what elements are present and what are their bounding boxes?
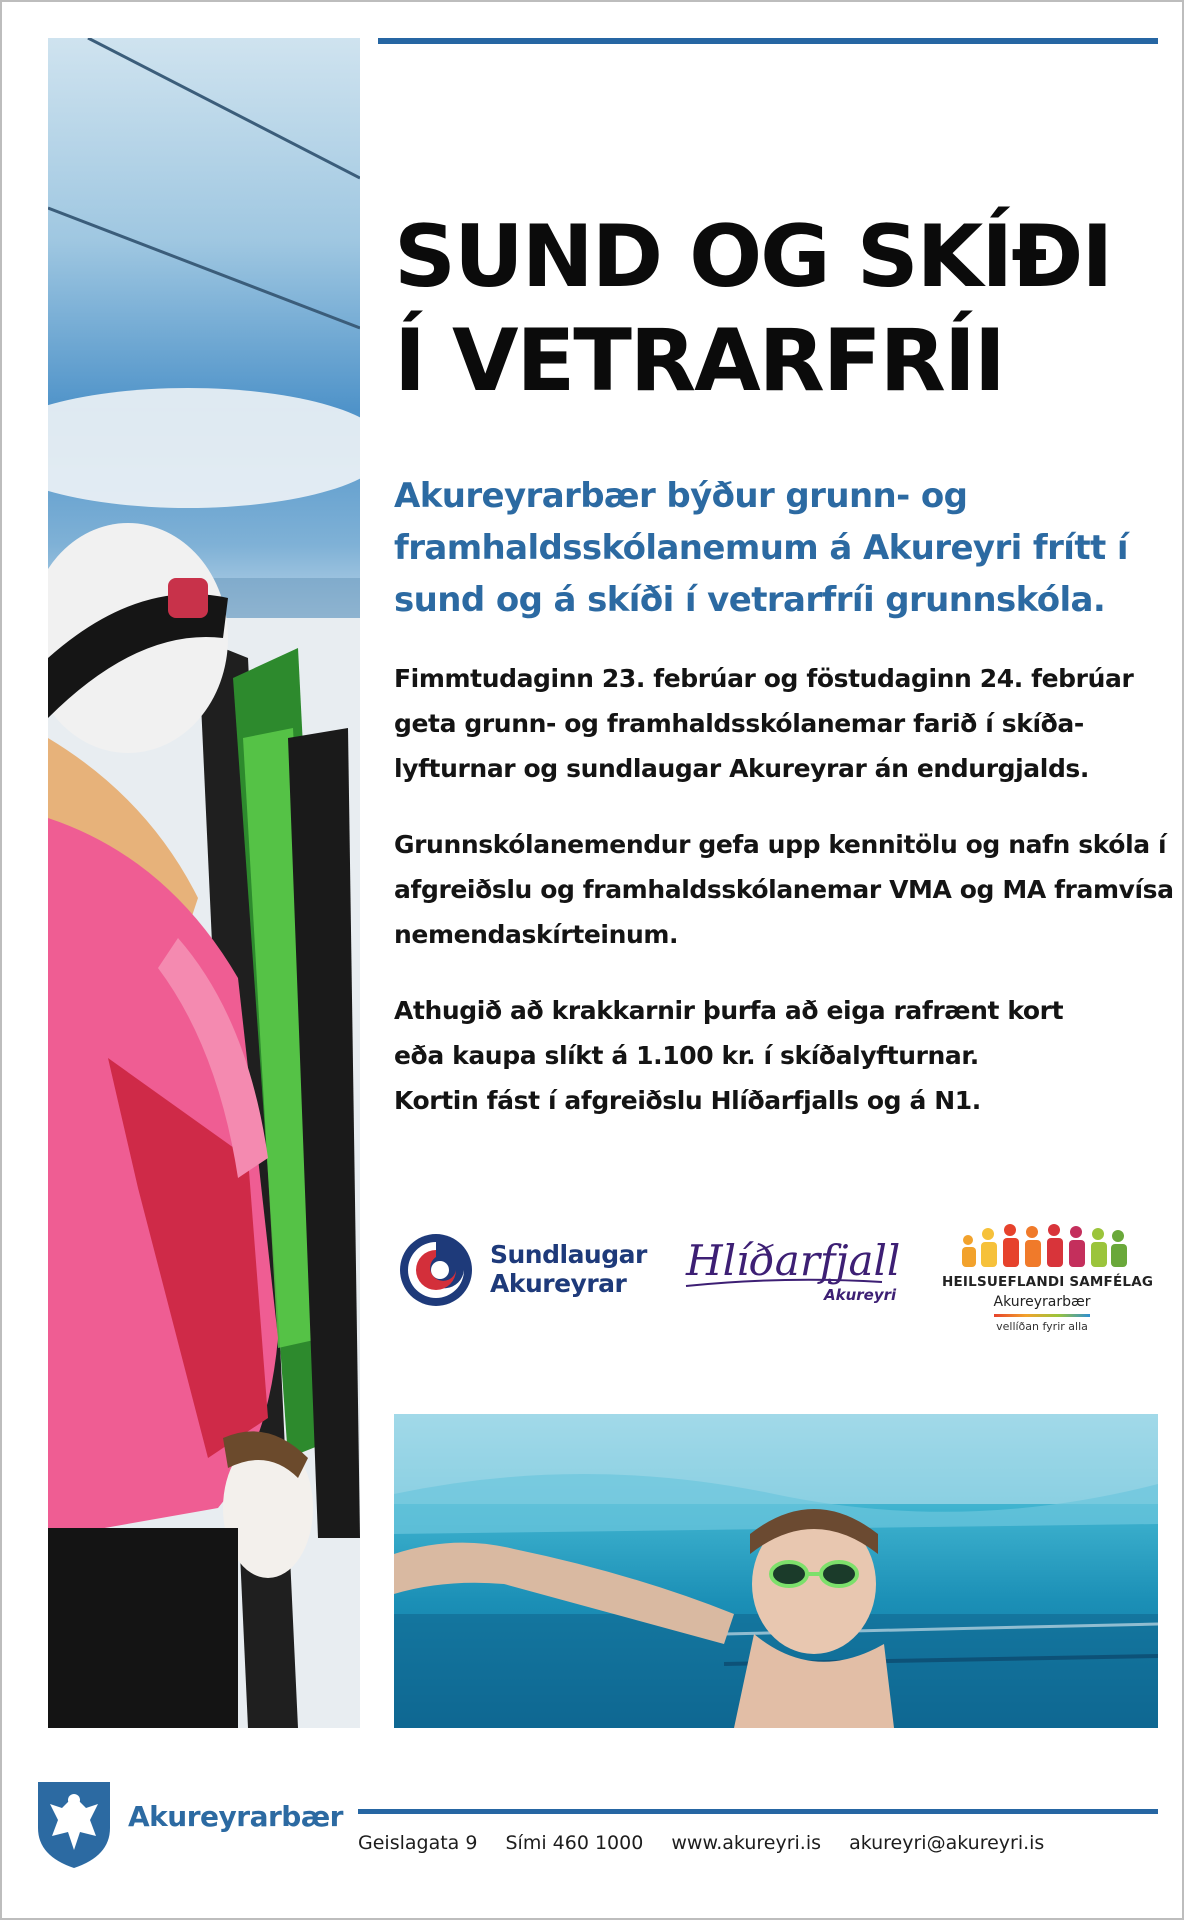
paragraph-line: Kortin fást í afgreiðslu Hlíðarfjalls og á N1.	[394, 1086, 981, 1115]
swimmer-photo	[394, 1414, 1158, 1728]
sundlaugar-line1: Sundlaugar	[490, 1240, 647, 1269]
lead-line: sund og á skíði í vetrarfríi grunnskóla.	[394, 580, 1106, 620]
top-rule	[378, 38, 1158, 44]
bottom-rule	[358, 1809, 1158, 1814]
paragraph-line: Grunnskólanemendur gefa upp kennitölu og nafn skóla í	[394, 830, 1167, 859]
headline-line2: Í VETRARFRÍI	[394, 311, 1004, 411]
paragraph-line: afgreiðslu og framhaldsskólanemar VMA og MA framvísa	[394, 875, 1174, 904]
paragraph-line: eða kaupa slíkt á 1.100 kr. í skíðalyfturnar.	[394, 1041, 979, 1070]
lead-line: framhaldsskólanemum á Akureyri frítt í	[394, 528, 1128, 568]
lead-text	[394, 470, 1164, 626]
footer-web-link[interactable]: www.akureyri.is	[671, 1832, 822, 1854]
heilsueflandi-tagline: vellíðan fyrir alla	[996, 1320, 1088, 1333]
footer-phone: Sími 460 1000	[505, 1832, 644, 1854]
headline-line1: SUND OG SKÍÐI	[394, 207, 1112, 307]
hlidarfjall-logo	[684, 1224, 901, 1314]
heilsueflandi-rainbow-line	[994, 1314, 1090, 1317]
paragraph-line: Fimmtudaginn 23. febrúar og föstudaginn 24. febrúar	[394, 664, 1134, 693]
paragraph-line: lyfturnar og sundlaugar Akureyrar án endurgjalds.	[394, 754, 1090, 783]
paragraph-line: geta grunn- og framhaldsskólanemar farið í skíða-	[394, 709, 1084, 738]
footer-brand: Akureyrarbær	[128, 1800, 343, 1833]
heilsueflandi-org: Akureyrarbær	[993, 1294, 1091, 1310]
lead-line: Akureyrarbær býður grunn- og	[394, 476, 968, 516]
footer-email-link[interactable]: akureyri@akureyri.is	[849, 1832, 1045, 1854]
footer-contact	[358, 1832, 1158, 1854]
paragraph-line: Athugið að krakkarnir þurfa að eiga rafrænt kort	[394, 996, 1064, 1025]
sundlaugar-line2: Akureyrar	[490, 1269, 627, 1298]
paragraph-identification	[394, 822, 1174, 957]
hlidarfjall-sub: Akureyri	[824, 1286, 897, 1304]
sundlaugar-name	[490, 1240, 647, 1298]
footer-address: Geislagata 9	[358, 1832, 478, 1854]
akureyri-crest-icon	[34, 1778, 114, 1870]
paragraph-card	[394, 988, 1174, 1123]
heilsueflandi-logo	[942, 1210, 1162, 1340]
hlidarfjall-name: Hlíðarfjall	[686, 1236, 901, 1285]
heilsueflandi-title: HEILSUEFLANDI SAMFÉLAG	[942, 1274, 1154, 1290]
sundlaugar-logo	[394, 1220, 647, 1310]
sundlaugar-swirl-icon	[398, 1232, 474, 1308]
paragraph-line: nemendaskírteinum.	[394, 920, 679, 949]
paragraph-dates	[394, 656, 1174, 791]
partner-logos	[394, 1210, 1164, 1340]
headline	[394, 205, 1154, 413]
skier-photo	[48, 38, 360, 1728]
family-figures-icon	[954, 1220, 1134, 1272]
